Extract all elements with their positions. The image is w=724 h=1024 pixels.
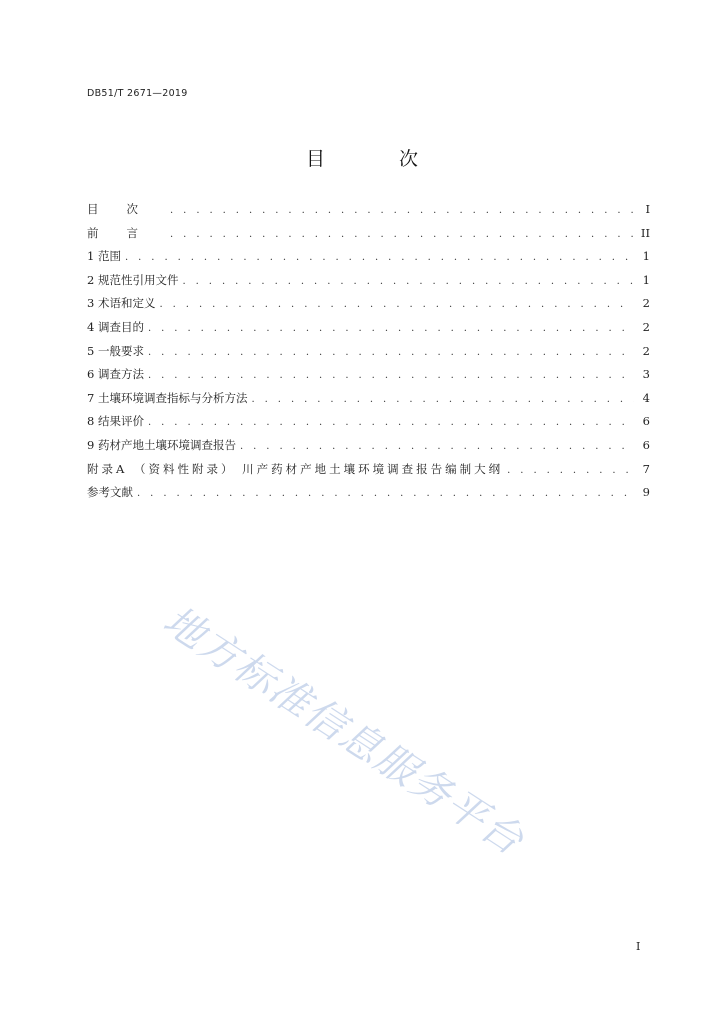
page-title: 目 次 [305, 148, 453, 170]
toc-entry-page: II [640, 225, 650, 240]
toc-entry-page: 2 [642, 343, 650, 358]
toc-entry-page: 1 [642, 249, 650, 264]
toc-leader-dots [125, 252, 634, 263]
toc-entry-label: 参考文献 [87, 485, 133, 500]
toc-leader-dots [148, 370, 634, 381]
toc-entry-page: 6 [642, 414, 650, 429]
toc-leader-dots [170, 205, 634, 216]
toc-entry-page: 6 [642, 437, 650, 452]
toc-entry-label: 3 术语和定义 [87, 296, 156, 311]
table-of-contents [87, 201, 650, 508]
toc-leader-dots [148, 323, 634, 334]
toc-entry-page: I [645, 202, 650, 216]
page-number: I [636, 940, 641, 953]
toc-entry[interactable] [87, 390, 650, 414]
toc-leader-dots [137, 488, 634, 499]
toc-entry[interactable] [87, 248, 650, 272]
toc-entry-page: 4 [642, 390, 650, 405]
toc-leader-dots [148, 417, 634, 428]
toc-entry-label: 6 调查方法 [87, 367, 144, 382]
toc-leader-dots [148, 347, 634, 358]
toc-entry[interactable] [87, 225, 650, 249]
toc-entry-label: 4 调查目的 [87, 319, 144, 334]
toc-entry-label: 附录A （资料性附录） 川产药材产地土壤环境调查报告编制大纲 [87, 461, 504, 476]
toc-entry-label: 7 土壤环境调查指标与分析方法 [87, 390, 248, 405]
toc-entry-label: 5 一般要求 [87, 343, 144, 358]
toc-leader-dots [159, 299, 634, 310]
toc-entry-label: 1 范围 [87, 249, 121, 264]
toc-leader-dots [240, 441, 634, 452]
toc-entry[interactable] [87, 295, 650, 319]
toc-entry-label: 目次 [87, 202, 166, 216]
toc-leader-dots [507, 465, 634, 476]
toc-entry-page: 2 [642, 319, 650, 334]
toc-leader-dots [182, 276, 634, 287]
toc-entry[interactable] [87, 461, 650, 485]
toc-entry-label: 8 结果评价 [87, 414, 144, 429]
toc-entry[interactable] [87, 437, 650, 461]
toc-entry-label: 9 药材产地土壤环境调查报告 [87, 437, 236, 452]
toc-entry[interactable] [87, 484, 650, 508]
toc-entry-page: 1 [642, 272, 650, 287]
toc-entry[interactable] [87, 272, 650, 296]
toc-entry-page: 2 [642, 296, 650, 311]
toc-entry[interactable] [87, 319, 650, 343]
toc-leader-dots [251, 394, 634, 405]
watermark: 地方标准信息服务平台 [155, 597, 533, 865]
toc-entry-page: 9 [642, 485, 650, 500]
toc-leader-dots [170, 229, 634, 240]
toc-entry[interactable] [87, 201, 650, 225]
toc-entry-page: 3 [642, 367, 650, 382]
toc-entry[interactable] [87, 343, 650, 367]
toc-entry-page: 7 [642, 461, 650, 476]
toc-entry-label: 前言 [87, 225, 166, 240]
toc-entry[interactable] [87, 366, 650, 390]
toc-entry[interactable] [87, 413, 650, 437]
document-code: DB51/T 2671—2019 [87, 88, 188, 99]
toc-entry-label: 2 规范性引用文件 [87, 272, 179, 287]
